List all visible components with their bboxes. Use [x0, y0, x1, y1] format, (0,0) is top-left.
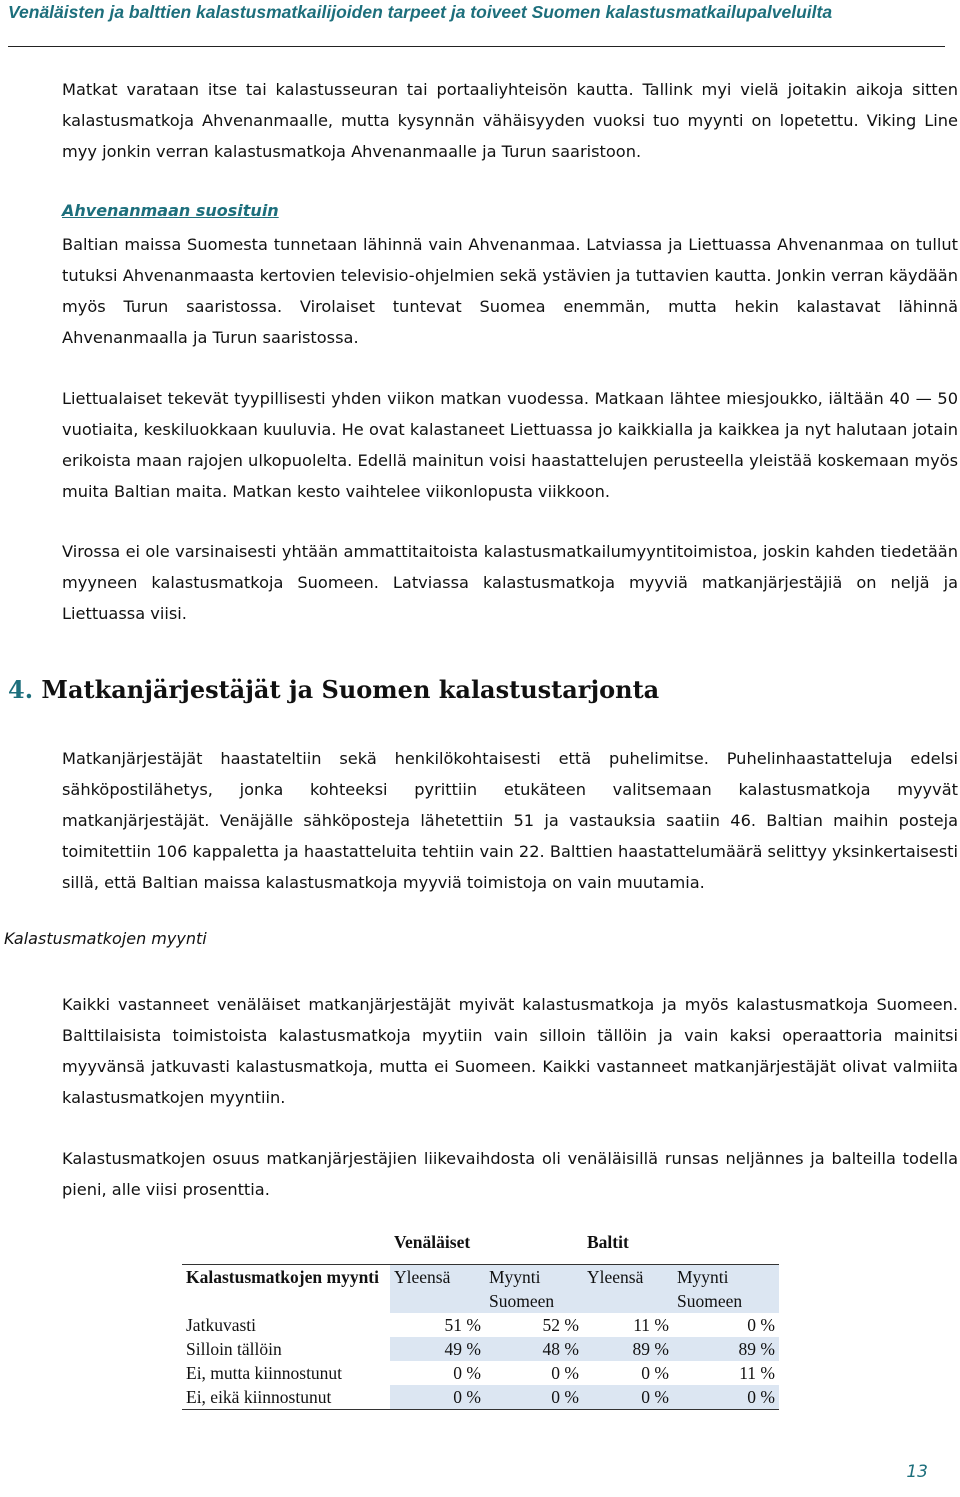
chapter-title: Matkanjärjestäjät ja Suomen kalastustarjonta	[41, 675, 660, 704]
table-header-row	[182, 1265, 779, 1314]
row-label: Ei, mutta kiinnostunut	[186, 1363, 343, 1383]
cell-value: 11 %	[633, 1315, 669, 1335]
table-row	[182, 1313, 779, 1337]
cell-value: 89 %	[583, 1337, 673, 1361]
page-header	[8, 2, 953, 23]
cell-value: 0 %	[551, 1363, 579, 1383]
row-header-label: Kalastusmatkojen myynti	[182, 1265, 390, 1314]
cell-value: 0 %	[673, 1385, 779, 1410]
cell-value: 0 %	[747, 1315, 775, 1335]
header-title: Venäläisten ja balttien kalastusmatkailijoiden tarpeet ja toiveet Suomen kalastusmatkailupalveluilta	[8, 2, 833, 22]
table-row	[182, 1361, 779, 1385]
paragraph-interviews: Matkanjärjestäjät haastateltiin sekä henkilökohtaisesti että puhelimitse. Puhelinhaastatteluja edelsi sähköpostilähetys, jonka kohteeksi pyrittiin etukäteen valitsemaan kalastusmatkoja myyvät matkanjärjestäjät. Venäjälle sähköposteja lähetettiin 51 ja vastauksia saatiin 46. Baltian maihin posteja toimitettiin 106 kappaletta ja haastatteluita tehtiin vain 22. Balttien haastattelumäärä selittyy yksinkertaisesti sillä, että Baltian maissa kalastusmatkoja myyviä toimistoja on vain muutamia.	[62, 749, 958, 892]
col-russians-finland: Myynti Suomeen	[485, 1265, 583, 1314]
cell-value: 52 %	[542, 1315, 579, 1335]
cell-value: 0 %	[485, 1385, 583, 1410]
cell-value: 0 %	[390, 1385, 485, 1410]
col-russians-general: Yleensä	[390, 1265, 485, 1314]
page-number: 13	[906, 1462, 928, 1482]
col-baltics-general: Yleensä	[583, 1265, 673, 1314]
paragraph-estonia-agencies: Virossa ei ole varsinaisesti yhtään ammattitaitoista kalastusmatkailumyyntitoimistoa, joskin kahden tiedetään myyneen kalastusmatkoja Suomeen. Latviassa kalastusmatkoja myyviä matkanjärjestäjiä on neljä ja Liettuassa viisi.	[62, 542, 958, 623]
group-russians: Venäläiset	[394, 1232, 471, 1252]
cell-value: 11 %	[739, 1363, 775, 1383]
chapter-number: 4.	[8, 675, 34, 704]
paragraph-booking: Matkat varataan itse tai kalastusseuran tai portaaliyhteisön kautta. Tallink myi vielä joitakin aikoja sitten kalastusmatkoja Ahvenanmaalle, mutta kysynnän vähäisyyden vuoksi tuo myynti on lopetettu. Viking Line myy jonkin verran kalastusmatkoja Ahvenanmaalle ja Turun saaristoon.	[62, 80, 958, 161]
table-group-row	[182, 1230, 779, 1265]
table-row	[182, 1337, 779, 1361]
header-rule	[8, 46, 945, 47]
row-label: Jatkuvasti	[186, 1315, 256, 1335]
paragraph-sales: Kaikki vastanneet venäläiset matkanjärjestäjät myivät kalastusmatkoja ja myös kalastusmatkoja Suomeen. Balttilaisista toimistoista kalastusmatkoja myytiin vain silloin tällöin ja vain kaksi operaattoria mainitsi myyvänsä jatkuvasti kalastusmatkoja, mutta ei Suomeen. Kaikki vastanneet matkanjärjestäjät olivat valmiita kalastusmatkojen myyntiin.	[62, 995, 958, 1107]
paragraph-turnover: Kalastusmatkojen osuus matkanjärjestäjien liikevaihdosta oli venäläisillä runsas neljännes ja balteilla todella pieni, alle viisi prosenttia.	[62, 1149, 958, 1199]
sales-table	[182, 1230, 779, 1410]
cell-value: 89 %	[673, 1337, 779, 1361]
cell-value: 0 %	[453, 1363, 481, 1383]
chapter-heading	[8, 675, 659, 704]
row-label: Silloin tällöin	[186, 1339, 282, 1359]
cell-value: 0 %	[641, 1363, 669, 1383]
cell-value: 0 %	[583, 1385, 673, 1410]
subheading-sales: Kalastusmatkojen myynti	[4, 929, 207, 948]
paragraph-lithuanians: Liettualaiset tekevät tyypillisesti yhden viikon matkan vuodessa. Matkaan lähtee miesjoukko, iältään 40 — 50 vuotiaita, keskiluokkaan kuuluvia. He ovat kalastaneet Liettuassa jo kaikkialla ja kaikkea ja nyt halutaan jotain erikoista maan rajojen ulkopuolelta. Edellä mainitun voisi haastattelujen perusteella yleistää koskemaan myös muita Baltian maita. Matkan kesto vaihtelee viikonlopusta viikkoon.	[62, 389, 958, 501]
cell-value: 49 %	[390, 1337, 485, 1361]
subheading-ahvenanmaa: Ahvenanmaan suosituin	[62, 201, 279, 220]
row-label: Ei, eikä kiinnostunut	[182, 1385, 390, 1410]
cell-value: 48 %	[485, 1337, 583, 1361]
col-baltics-finland: Myynti Suomeen	[673, 1265, 779, 1314]
group-baltics: Baltit	[587, 1232, 629, 1252]
paragraph-baltic-awareness: Baltian maissa Suomesta tunnetaan lähinnä vain Ahvenanmaa. Latviassa ja Liettuassa Ahvenanmaa on tullut tutuksi Ahvenanmaasta kertovien televisio-ohjelmien sekä ystävien ja tuttavien kautta. Jonkin verran käydään myös Turun saaristossa. Virolaiset tuntevat Suomea enemmän, mutta hekin kalastavat lähinnä Ahvenanmaalla ja Turun saaristossa.	[62, 235, 958, 347]
cell-value: 51 %	[444, 1315, 481, 1335]
table-row	[182, 1385, 779, 1410]
